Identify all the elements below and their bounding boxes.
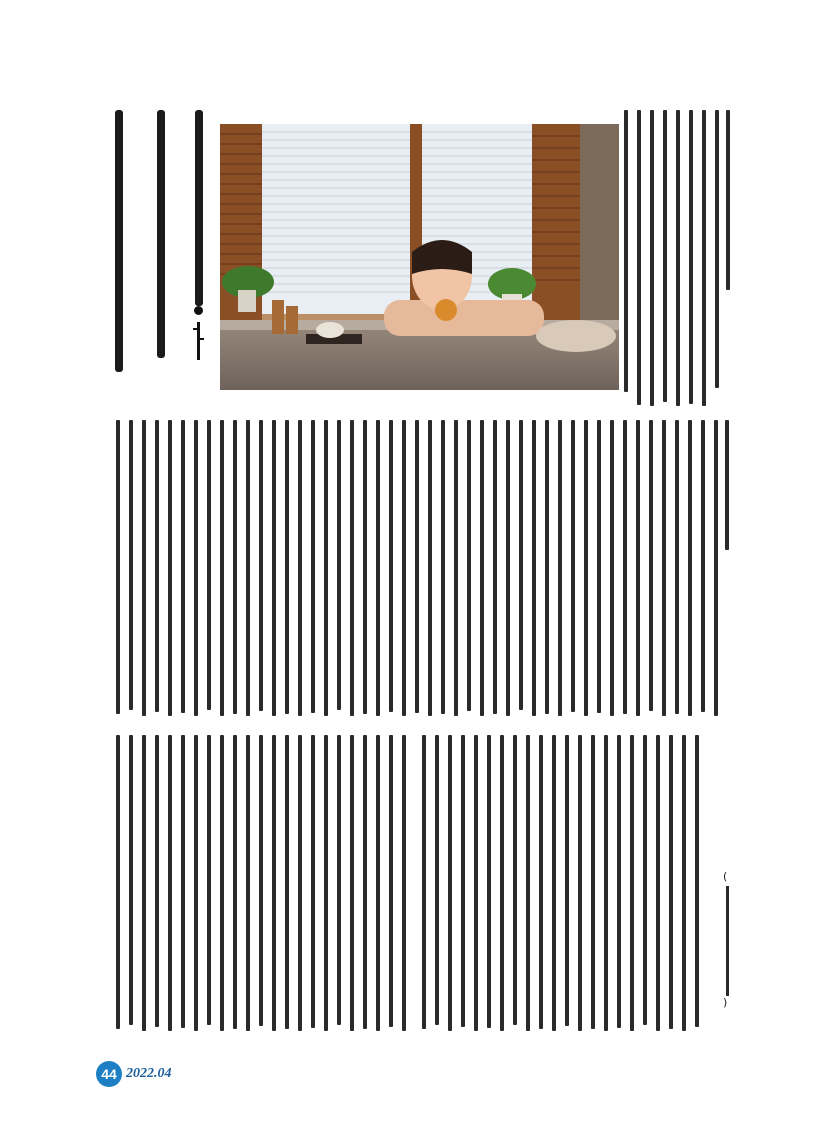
text-line: [285, 420, 289, 714]
text-line: [155, 420, 159, 712]
author-name-glyph: [188, 320, 210, 362]
text-line: [656, 735, 660, 1031]
text-line: [220, 420, 224, 716]
text-line: [617, 735, 621, 1028]
text-line: [467, 420, 471, 711]
text-line: [513, 735, 517, 1025]
page-footer: [96, 1061, 172, 1087]
text-line: [663, 110, 667, 402]
text-line: [702, 110, 706, 406]
text-line: [725, 420, 729, 550]
text-line: [539, 735, 543, 1029]
page-number: 44: [96, 1061, 122, 1087]
text-line: [311, 735, 315, 1028]
text-line: [376, 735, 380, 1031]
text-line: [584, 420, 588, 716]
text-line: [259, 735, 263, 1026]
text-line: [714, 420, 718, 716]
title-line-2: [157, 110, 165, 358]
text-line: [558, 420, 562, 716]
text-line: [194, 420, 198, 716]
text-line: [500, 735, 504, 1031]
body-text-upper: [114, 420, 729, 720]
text-line: [578, 735, 582, 1031]
text-line: [272, 420, 276, 716]
text-line: [129, 735, 133, 1025]
text-line: [155, 735, 159, 1027]
text-line: [181, 420, 185, 713]
photo-side-text: [230, 395, 710, 415]
text-line: [259, 420, 263, 711]
caption-open: (: [723, 870, 728, 883]
text-line: [363, 420, 367, 714]
text-line: [506, 420, 510, 716]
text-line: [493, 420, 497, 714]
text-line: [168, 735, 172, 1031]
text-line: [116, 735, 120, 1029]
caption-text: [726, 886, 729, 996]
author-marker-icon: [194, 306, 203, 315]
text-line: [246, 735, 250, 1031]
text-line: [669, 735, 673, 1029]
text-line: [422, 735, 426, 1029]
text-line: [402, 420, 406, 716]
body-text-lower-right: [420, 735, 720, 1035]
text-line: [285, 735, 289, 1029]
text-line: [246, 420, 250, 716]
text-line: [272, 735, 276, 1031]
text-line: [715, 110, 719, 388]
text-line: [695, 735, 699, 1027]
text-line: [688, 420, 692, 716]
body-text-lower-left: [114, 735, 414, 1035]
text-line: [662, 420, 666, 716]
section-caption: [718, 870, 740, 1010]
title-line-1: [115, 110, 123, 372]
text-line: [545, 420, 549, 714]
text-line: [565, 735, 569, 1026]
text-line: [591, 735, 595, 1029]
text-line: [701, 420, 705, 712]
text-line: [363, 735, 367, 1029]
text-line: [630, 735, 634, 1031]
text-line: [116, 420, 120, 714]
text-line: [636, 420, 640, 716]
text-line: [480, 420, 484, 716]
text-line: [552, 735, 556, 1031]
text-line: [623, 420, 627, 714]
text-line: [233, 420, 237, 714]
text-line: [461, 735, 465, 1027]
text-line: [571, 420, 575, 712]
issue-date: 2022.04: [126, 1066, 172, 1081]
text-line: [337, 420, 341, 710]
text-line: [689, 110, 693, 404]
intro-text-column: [620, 110, 730, 410]
text-line: [597, 420, 601, 713]
text-line: [194, 735, 198, 1031]
caption-close: ): [723, 996, 728, 1009]
text-line: [435, 735, 439, 1025]
text-line: [487, 735, 491, 1028]
text-line: [526, 735, 530, 1031]
text-line: [474, 735, 478, 1031]
text-line: [676, 110, 680, 406]
text-line: [415, 420, 419, 713]
text-line: [441, 420, 445, 714]
text-line: [350, 420, 354, 716]
text-line: [643, 735, 647, 1025]
text-line: [682, 735, 686, 1031]
text-line: [129, 420, 133, 710]
photo-image: [220, 124, 619, 390]
text-line: [220, 735, 224, 1031]
text-line: [168, 420, 172, 716]
text-line: [604, 735, 608, 1031]
text-line: [389, 735, 393, 1027]
text-line: [142, 420, 146, 716]
text-line: [337, 735, 341, 1025]
text-line: [324, 420, 328, 716]
article-photo: [220, 124, 619, 390]
text-line: [207, 420, 211, 710]
text-line: [376, 420, 380, 716]
text-line: [454, 420, 458, 716]
text-line: [624, 110, 628, 392]
title-line-3: [195, 110, 203, 306]
text-line: [402, 735, 406, 1031]
text-line: [389, 420, 393, 712]
text-line: [142, 735, 146, 1031]
text-line: [532, 420, 536, 716]
text-line: [650, 110, 654, 406]
text-line: [649, 420, 653, 711]
text-line: [428, 420, 432, 716]
text-line: [298, 735, 302, 1031]
author-name: [188, 320, 210, 362]
text-line: [448, 735, 452, 1031]
text-line: [610, 420, 614, 716]
text-line: [519, 420, 523, 710]
text-line: [207, 735, 211, 1025]
text-line: [675, 420, 679, 714]
text-line: [181, 735, 185, 1028]
text-line: [726, 110, 730, 290]
text-line: [233, 735, 237, 1029]
text-line: [637, 110, 641, 405]
text-line: [298, 420, 302, 716]
text-line: [350, 735, 354, 1031]
text-line: [311, 420, 315, 713]
author-byline: [188, 306, 210, 366]
text-line: [324, 735, 328, 1031]
